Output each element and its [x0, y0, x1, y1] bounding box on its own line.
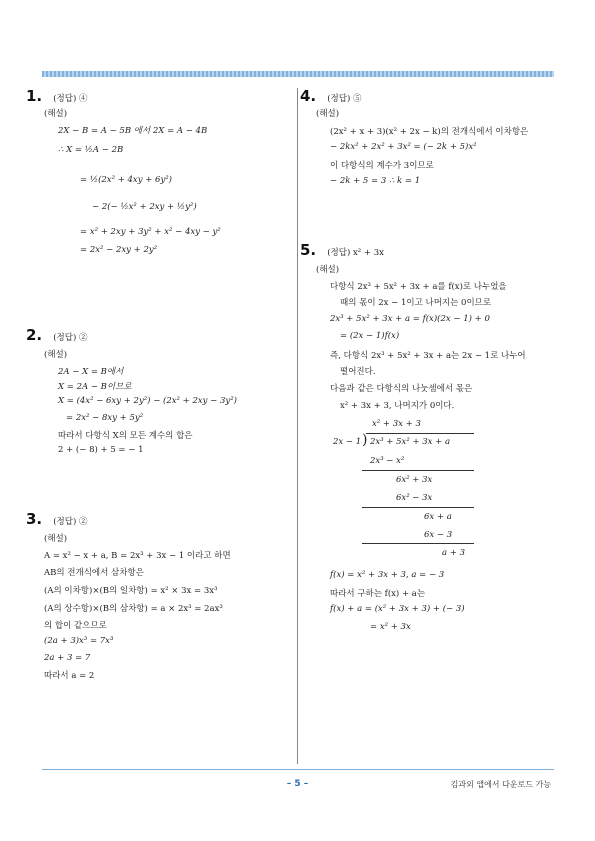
step: (2a + 3)x³ = 7x³: [44, 636, 114, 646]
problem-4-header: [300, 86, 362, 105]
problem-2-header: [26, 325, 88, 344]
problem-1-header: [26, 86, 88, 105]
step: AB의 전개식에서 삼차항은: [44, 568, 144, 578]
step: A = x² − x + a, B = 2x³ + 3x − 1 이라고 하면: [44, 551, 231, 561]
problem-5-header: [300, 240, 384, 259]
step: 따라서 구하는 f(x) + a는: [330, 589, 426, 599]
division-dividend: 2x³ + 5x² + 3x + a: [370, 437, 451, 447]
step: = 2x² − 8xy + 5y²: [66, 413, 144, 423]
division-remainder: a + 3: [442, 548, 466, 558]
step: − 2k + 5 = 3 ∴ k = 1: [330, 176, 421, 186]
problem-number: 5.: [300, 241, 317, 259]
problem-number: 2.: [26, 326, 43, 344]
division-step: 2x³ − x²: [370, 456, 405, 466]
problem-number: 4.: [300, 87, 317, 105]
problem-number: 3.: [26, 510, 43, 528]
page-number: – 5 –: [286, 779, 309, 789]
step: = (2x − 1)f(x): [340, 331, 400, 341]
step: 2X − B = A − 5B 에서 2X = A − 4B: [58, 126, 208, 136]
step: = ½(2x² + 4xy + 6y²): [80, 175, 172, 185]
step: 때의 몫이 2x − 1이고 나머지는 0이므로: [340, 298, 492, 308]
answer: (정답) x² + 3x: [327, 248, 384, 258]
step: (A의 이차항)×(B의 일차항) = x² × 3x = 3x³: [44, 586, 218, 596]
step: 떨어진다.: [340, 367, 376, 377]
answer: (정답) ④: [53, 94, 88, 104]
step: − 2kx² + 2x² + 3x² = (− 2k + 5)x²: [330, 142, 477, 152]
step: 2 + (− 8) + 5 = − 1: [58, 445, 144, 455]
solution-label: (해설): [316, 265, 340, 275]
answer: (정답) ②: [53, 517, 88, 527]
step: 2A − X = B에서: [58, 367, 124, 377]
step: x² + 3x + 3, 나머지가 0이다.: [340, 401, 455, 411]
step: 2x³ + 5x² + 3x + a = f(x)(2x − 1) + 0: [330, 314, 490, 324]
division-step: 6x² + 3x: [396, 475, 433, 485]
step: (A의 상수항)×(B의 삼차항) = a × 2x³ = 2ax³: [44, 604, 223, 614]
division-step: 6x² − 3x: [396, 493, 433, 503]
step: X = (4x² − 6xy + 2y²) − (2x² + 2xy − 3y²): [58, 396, 237, 406]
division-step: 6x + a: [424, 512, 452, 522]
division-divisor: 2x − 1: [333, 437, 362, 447]
solution-label: (해설): [44, 534, 68, 544]
step: X = 2A − B이므로: [58, 382, 132, 392]
step: f(x) = x² + 3x + 3, a = − 3: [330, 570, 445, 580]
step: 2a + 3 = 7: [44, 653, 91, 663]
division-bar: [366, 433, 474, 434]
footer-rule: [42, 769, 554, 770]
division-step: 6x − 3: [424, 530, 453, 540]
step: = x² + 3x: [370, 622, 411, 632]
division-quotient: x² + 3x + 3: [372, 419, 421, 429]
step: 의 합이 같으므로: [44, 621, 107, 631]
answer: (정답) ②: [53, 333, 88, 343]
answer: (정답) ⑤: [327, 94, 362, 104]
step: (2x² + x + 3)(x² + 2x − k)의 전개식에서 이차항은: [330, 127, 529, 137]
step: ∴ X = ½A − 2B: [58, 145, 124, 155]
column-divider: [297, 88, 298, 764]
problem-number: 1.: [26, 87, 43, 105]
header-rule: [42, 71, 554, 77]
step: 즉, 다항식 2x³ + 5x² + 3x + a는 2x − 1로 나누어: [330, 351, 526, 361]
solution-label: (해설): [44, 109, 68, 119]
solution-label: (해설): [316, 109, 340, 119]
step: − 2(− ½x² + 2xy + ½y²): [92, 202, 197, 212]
step: 다음과 같은 다항식의 나눗셈에서 몫은: [330, 384, 473, 394]
step: 따라서 다항식 X의 모든 계수의 합은: [58, 431, 193, 441]
division-bracket: ): [362, 432, 368, 448]
solution-label: (해설): [44, 350, 68, 360]
problem-3-header: [26, 509, 88, 528]
division-rule: [362, 543, 474, 544]
step: = 2x² − 2xy + 2y²: [80, 245, 158, 255]
step: 다항식 2x³ + 5x² + 3x + a를 f(x)로 나누었을: [330, 282, 507, 292]
footer-note: 김과외 앱에서 다운로드 가능: [450, 780, 551, 789]
division-rule: [362, 507, 474, 508]
division-rule: [362, 470, 474, 471]
step: f(x) + a = (x² + 3x + 3) + (− 3): [330, 604, 465, 614]
step: 이 다항식의 계수가 3이므로: [330, 161, 434, 171]
step: = x² + 2xy + 3y² + x² − 4xy − y²: [80, 227, 221, 237]
step: 따라서 a = 2: [44, 671, 95, 681]
